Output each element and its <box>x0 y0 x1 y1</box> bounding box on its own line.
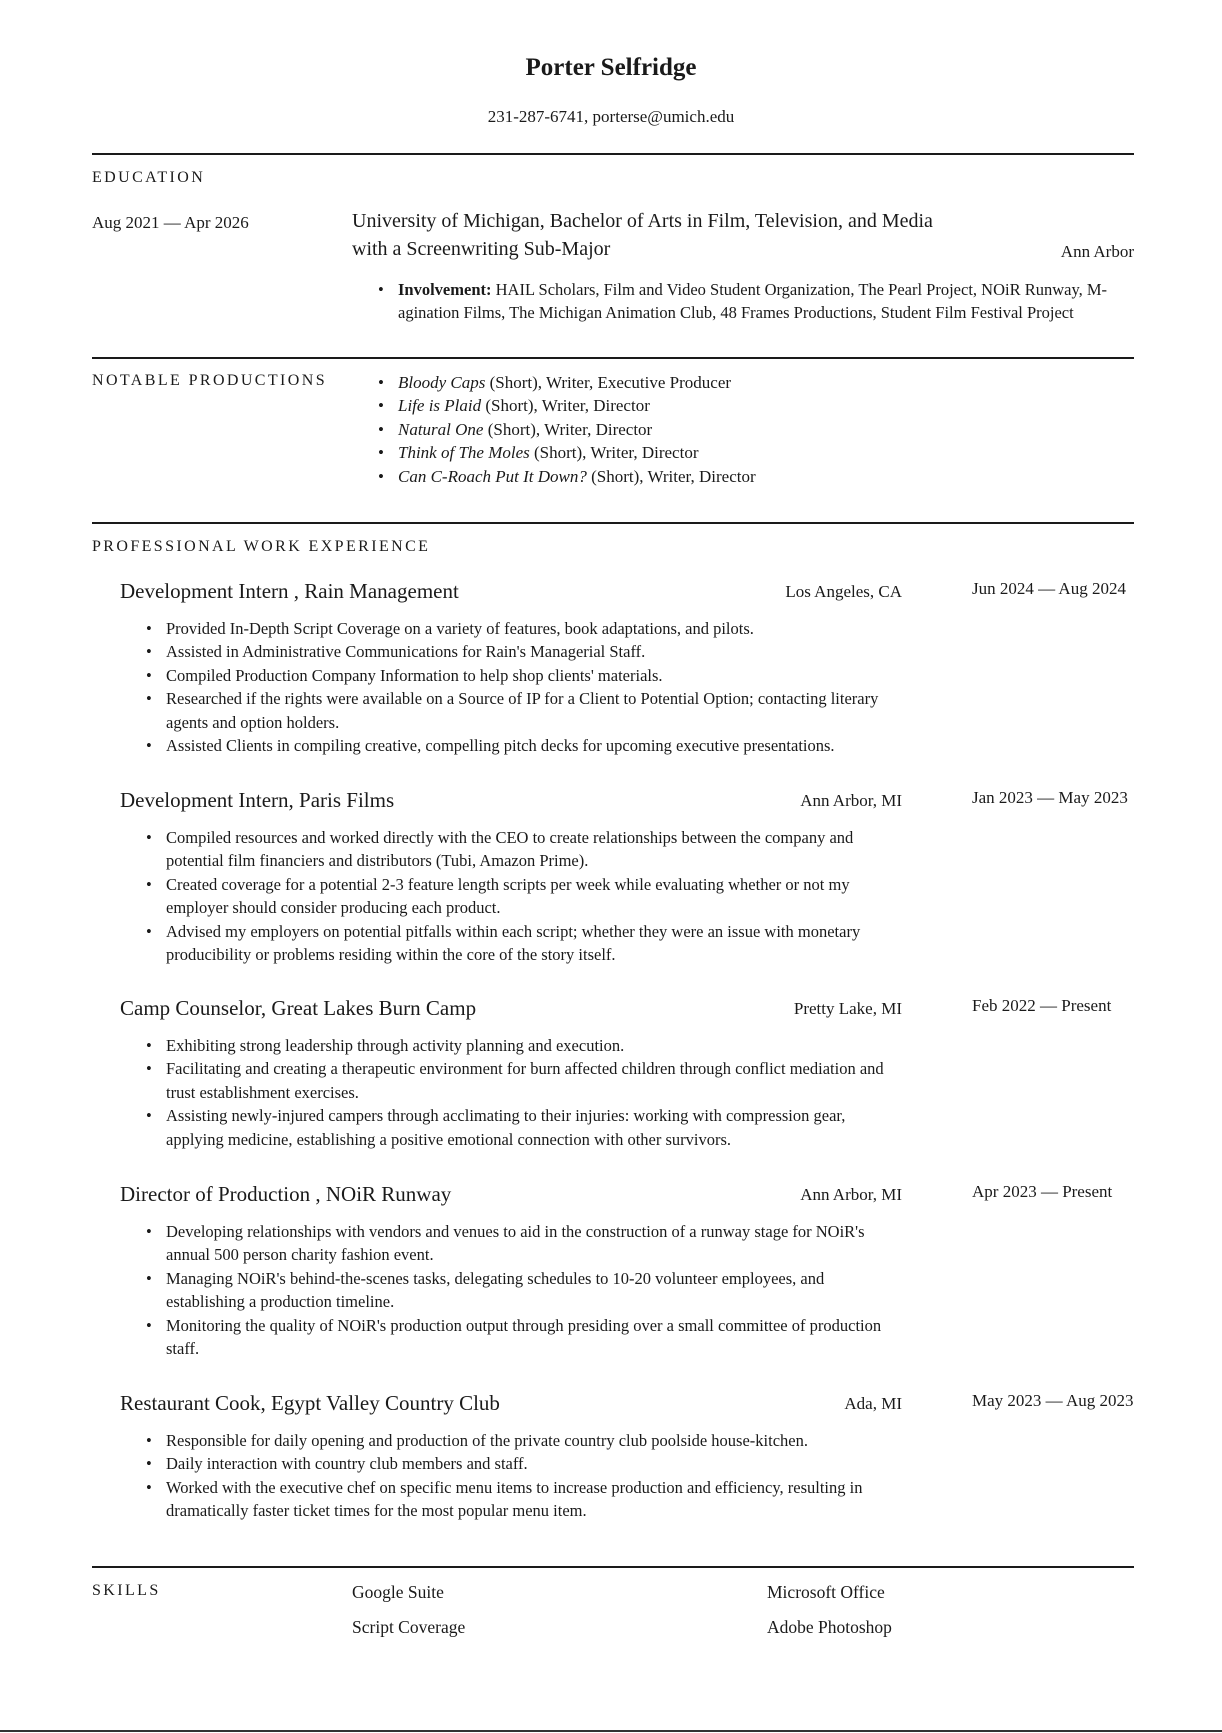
job-bullet: • Monitoring the quality of NOiR's production output through presiding over a small committee of production staff. <box>146 1314 906 1361</box>
section-title-skills: SKILLS <box>92 1582 161 1599</box>
job-dates: Feb 2022 — Present <box>972 996 1112 1015</box>
job-location: Los Angeles, CA <box>785 582 902 601</box>
production-item <box>378 418 756 441</box>
job-location: Ann Arbor, MI <box>800 1185 902 1204</box>
job-location: Ann Arbor, MI <box>800 791 902 810</box>
production-item <box>378 441 756 464</box>
candidate-name: Porter Selfridge <box>525 54 697 81</box>
skill-item: Script Coverage <box>352 1617 466 1637</box>
education-dates: Aug 2021 — Apr 2026 <box>92 213 249 232</box>
job-bullet: • Assisted in Administrative Communications for Rain's Managerial Staff. <box>146 640 906 663</box>
job-dates: Jun 2024 — Aug 2024 <box>972 579 1126 598</box>
job-dates: Jan 2023 — May 2023 <box>972 788 1128 807</box>
job-bullet: • Developing relationships with vendors and venues to aid in the construction of a runway stage for NOiR's annual 500 person charity fashion event. <box>146 1220 906 1267</box>
job-title: Restaurant Cook, Egypt Valley Country Club <box>120 1391 500 1415</box>
job-title: Camp Counselor, Great Lakes Burn Camp <box>120 996 477 1020</box>
job-bullet: • Responsible for daily opening and production of the private country club poolside house-kitchen. <box>146 1429 906 1452</box>
divider <box>92 1566 1134 1568</box>
production-details: (Short), Writer, Director <box>586 466 756 486</box>
job-bullet: • Provided In-Depth Script Coverage on a variety of features, book adaptations, and pilots. <box>146 617 906 640</box>
job-bullets <box>146 1220 906 1360</box>
job-bullet: • Created coverage for a potential 2-3 feature length scripts per week while evaluating whether or not my employer should consider producing each product. <box>146 873 906 920</box>
section-title-productions: NOTABLE PRODUCTIONS <box>92 372 327 389</box>
involvement-label: Involvement: <box>398 280 492 299</box>
job-bullet: • Facilitating and creating a therapeutic environment for burn affected children through conflict mediation and trust establishment exercises. <box>146 1057 906 1104</box>
job-bullet: • Advised my employers on potential pitfalls within each script; whether they were an issue with monetary producibility or problems residing within the core of the story itself. <box>146 920 906 967</box>
job-bullets <box>146 826 906 966</box>
skill-item: Google Suite <box>352 1582 444 1602</box>
involvement-text: HAIL Scholars, Film and Video Student Organization, The Pearl Project, NOiR Runway, M-agination Films, The Michigan Animation Club, 48 Frames Productions, Student Film Festival Project <box>398 280 1108 322</box>
production-details: (Short), Writer, Director <box>483 419 653 439</box>
section-title-education: EDUCATION <box>92 169 206 186</box>
productions-list <box>378 371 756 488</box>
divider <box>92 357 1134 359</box>
job-bullet: • Managing NOiR's behind-the-scenes tasks, delegating schedules to 10-20 volunteer employees, and establishing a production timeline. <box>146 1267 906 1314</box>
section-title-experience: PROFESSIONAL WORK EXPERIENCE <box>92 538 431 555</box>
job-bullet: • Assisting newly-injured campers through acclimating to their injuries: working with compression gear, applying medicine, establishing a positive emotional connection with other survivors. <box>146 1104 906 1151</box>
production-details: (Short), Writer, Executive Producer <box>485 373 732 392</box>
job-bullet: • Worked with the executive chef on specific menu items to increase production and efficiency, resulting in dramatically faster ticket times for the most popular menu item. <box>146 1476 906 1523</box>
job-bullet: • Researched if the rights were available on a Source of IP for a Client to Potential Option; contacting literary agents and option holders. <box>146 687 906 734</box>
education-city: Ann Arbor <box>1060 242 1134 261</box>
job-title: Development Intern, Paris Films <box>120 788 395 812</box>
production-title: Think of The Moles <box>398 443 530 463</box>
job-location: Ada, MI <box>844 1394 902 1413</box>
production-item <box>378 394 756 417</box>
education-degree-title: University of Michigan, Bachelor of Arts in Film, Television, and Media with a Screenwriting Sub-Major <box>352 210 933 260</box>
production-title: Natural One <box>398 419 484 439</box>
job-dates: May 2023 — Aug 2023 <box>972 1391 1134 1410</box>
job-location: Pretty Lake, MI <box>793 999 902 1018</box>
job-title: Director of Production , NOiR Runway <box>120 1182 452 1206</box>
production-details: (Short), Writer, Director <box>529 443 699 463</box>
production-title: Can C-Roach Put It Down? <box>398 466 587 486</box>
job-bullet: • Assisted Clients in compiling creative, compelling pitch decks for upcoming executive presentations. <box>146 734 906 757</box>
contact-info: 231-287-6741, porterse@umich.edu <box>487 107 735 126</box>
skill-item: Microsoft Office <box>767 1582 885 1602</box>
production-title: Bloody Caps <box>398 373 486 392</box>
job-bullet: • Daily interaction with country club members and staff. <box>146 1452 906 1475</box>
production-item <box>378 371 756 394</box>
job-bullets <box>146 617 906 757</box>
education-involvement-list <box>378 278 1140 324</box>
production-title: Life is Plaid <box>398 396 482 416</box>
job-bullet: • Compiled Production Company Information to help shop clients' materials. <box>146 664 906 687</box>
involvement-item <box>378 278 1140 324</box>
divider <box>92 153 1134 155</box>
job-dates: Apr 2023 — Present <box>972 1182 1113 1201</box>
job-bullet: • Compiled resources and worked directly with the CEO to create relationships between the company and potential film financiers and distributors (Tubi, Amazon Prime). <box>146 826 906 873</box>
divider <box>92 522 1134 524</box>
job-title: Development Intern , Rain Management <box>120 579 459 603</box>
skill-item: Adobe Photoshop <box>767 1617 892 1637</box>
production-item <box>378 465 756 488</box>
production-details: (Short), Writer, Director <box>481 396 650 416</box>
job-bullets <box>146 1429 906 1523</box>
page-bottom-edge <box>0 1730 1222 1732</box>
job-bullets <box>146 1034 906 1151</box>
job-bullet: • Exhibiting strong leadership through activity planning and execution. <box>146 1034 906 1057</box>
